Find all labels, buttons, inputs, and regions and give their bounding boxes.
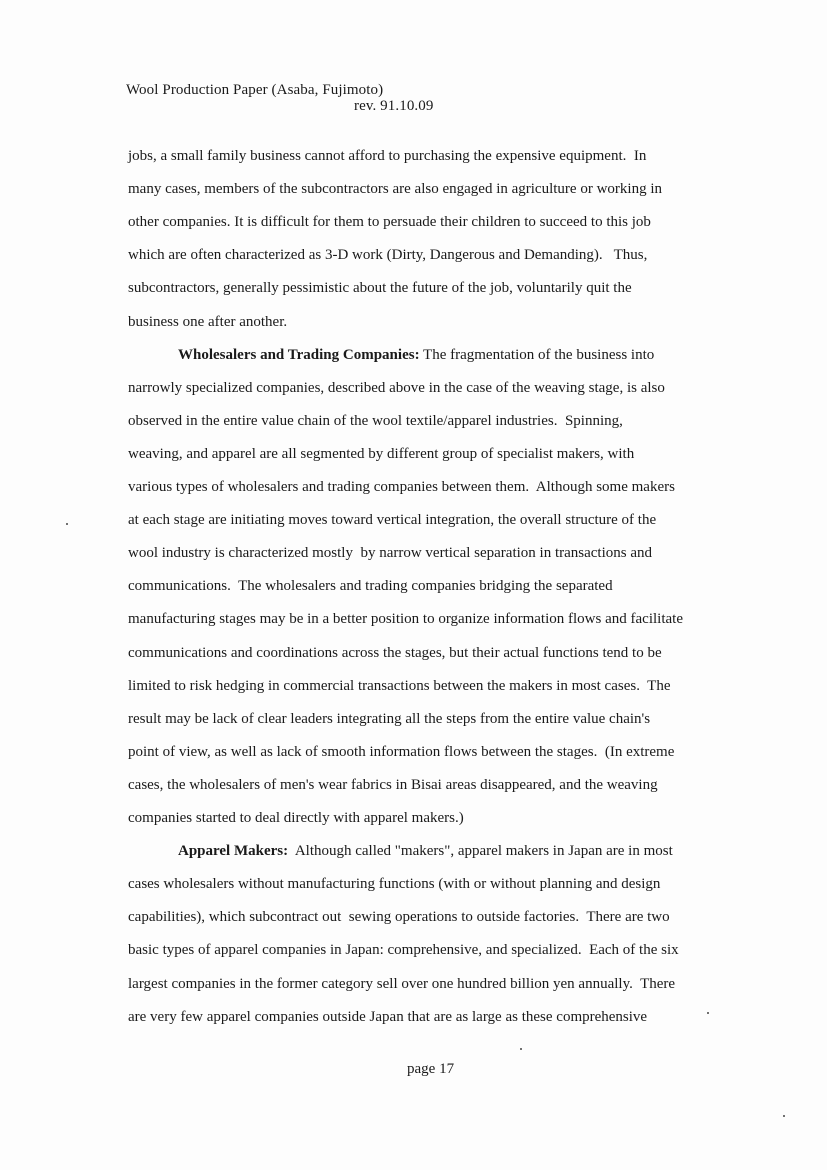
line-text: business one after another. bbox=[128, 314, 288, 330]
line-text: capabilities), which subcontract out sewing operations to outside factories. There are two bbox=[128, 909, 670, 925]
page-number: page 17 bbox=[407, 1061, 455, 1077]
line-text: are very few apparel companies outside Japan that are as large as these comprehensive bbox=[128, 1009, 648, 1025]
body-line bbox=[128, 379, 665, 397]
line-text: narrowly specialized companies, described above in the case of the weaving stage, is also bbox=[128, 380, 665, 396]
line-text: basic types of apparel companies in Japan: comprehensive, and specialized. Each of the six bbox=[128, 942, 679, 958]
body-line bbox=[128, 180, 662, 198]
line-text: point of view, as well as lack of smooth information flows between the stages. (In extreme bbox=[128, 744, 675, 760]
line-text: companies started to deal directly with apparel makers.) bbox=[128, 810, 464, 826]
line-text: limited to risk hedging in commercial transactions between the makers in most cases. The bbox=[128, 678, 671, 694]
running-header bbox=[126, 82, 433, 114]
header-revision: rev. 91.10.09 bbox=[354, 98, 434, 114]
body-line bbox=[128, 313, 287, 331]
body-line bbox=[128, 213, 651, 231]
body-line bbox=[128, 445, 634, 463]
line-text: wool industry is characterized mostly by narrow vertical separation in transactions and bbox=[128, 545, 653, 561]
section-heading: Wholesalers and Trading Companies: bbox=[178, 347, 420, 363]
line-text: cases wholesalers without manufacturing functions (with or without planning and design bbox=[128, 876, 661, 892]
line-text: The fragmentation of the business into bbox=[419, 347, 655, 363]
line-text: various types of wholesalers and trading companies between them. Although some makers bbox=[128, 479, 675, 495]
line-text: manufacturing stages may be in a better position to organize information flows and facilitate bbox=[128, 611, 683, 627]
body-line bbox=[128, 644, 662, 662]
body-line bbox=[128, 577, 613, 595]
line-text: communications. The wholesalers and trading companies bridging the separated bbox=[128, 578, 613, 594]
body-line bbox=[128, 975, 675, 993]
body-line bbox=[128, 478, 675, 496]
body-line bbox=[128, 544, 652, 562]
body-line bbox=[128, 941, 679, 959]
line-text: cases, the wholesalers of men's wear fabrics in Bisai areas disappeared, and the weaving bbox=[128, 777, 658, 793]
body-line bbox=[128, 776, 658, 794]
line-text: largest companies in the former category sell over one hundred billion yen annually. There bbox=[128, 976, 676, 992]
body-line bbox=[128, 1008, 647, 1026]
line-text: other companies. It is difficult for them to persuade their children to succeed to this job bbox=[128, 214, 651, 230]
scan-speck bbox=[783, 1115, 785, 1117]
body-line bbox=[128, 809, 464, 827]
line-text: which are often characterized as 3-D work (Dirty, Dangerous and Demanding). Thus, bbox=[128, 247, 648, 263]
line-text: Although called "makers", apparel makers in Japan are in most bbox=[288, 843, 673, 859]
line-text: at each stage are initiating moves toward vertical integration, the overall structure of the bbox=[128, 512, 657, 528]
body-line bbox=[128, 412, 623, 430]
body-line bbox=[128, 875, 660, 893]
line-text: jobs, a small family business cannot afford to purchasing the expensive equipment. In bbox=[128, 148, 647, 164]
line-text: observed in the entire value chain of the wool textile/apparel industries. Spinning, bbox=[128, 413, 623, 429]
body-line bbox=[128, 610, 683, 628]
body-line bbox=[128, 677, 671, 695]
body-line bbox=[128, 743, 674, 761]
body-line bbox=[128, 511, 656, 529]
line-text: result may be lack of clear leaders integrating all the steps from the entire value chain's bbox=[128, 711, 651, 727]
body-line bbox=[128, 246, 647, 264]
scan-speck bbox=[520, 1048, 522, 1050]
line-text: subcontractors, generally pessimistic about the future of the job, voluntarily quit the bbox=[128, 280, 632, 296]
line-text: weaving, and apparel are all segmented by different group of specialist makers, with bbox=[128, 446, 635, 462]
body-line bbox=[128, 710, 650, 728]
paragraph-heading-line bbox=[178, 842, 673, 860]
scan-speck bbox=[66, 523, 68, 525]
line-text: many cases, members of the subcontractors are also engaged in agriculture or working in bbox=[128, 181, 662, 197]
body-line bbox=[128, 908, 670, 926]
paragraph-heading-line bbox=[178, 346, 654, 364]
header-title: Wool Production Paper (Asaba, Fujimoto) bbox=[126, 82, 384, 98]
line-text: communications and coordinations across the stages, but their actual functions tend to be bbox=[128, 645, 662, 661]
section-heading: Apparel Makers: bbox=[178, 843, 289, 859]
scan-speck bbox=[707, 1012, 709, 1014]
body-line bbox=[128, 147, 646, 165]
body-line bbox=[128, 279, 632, 297]
